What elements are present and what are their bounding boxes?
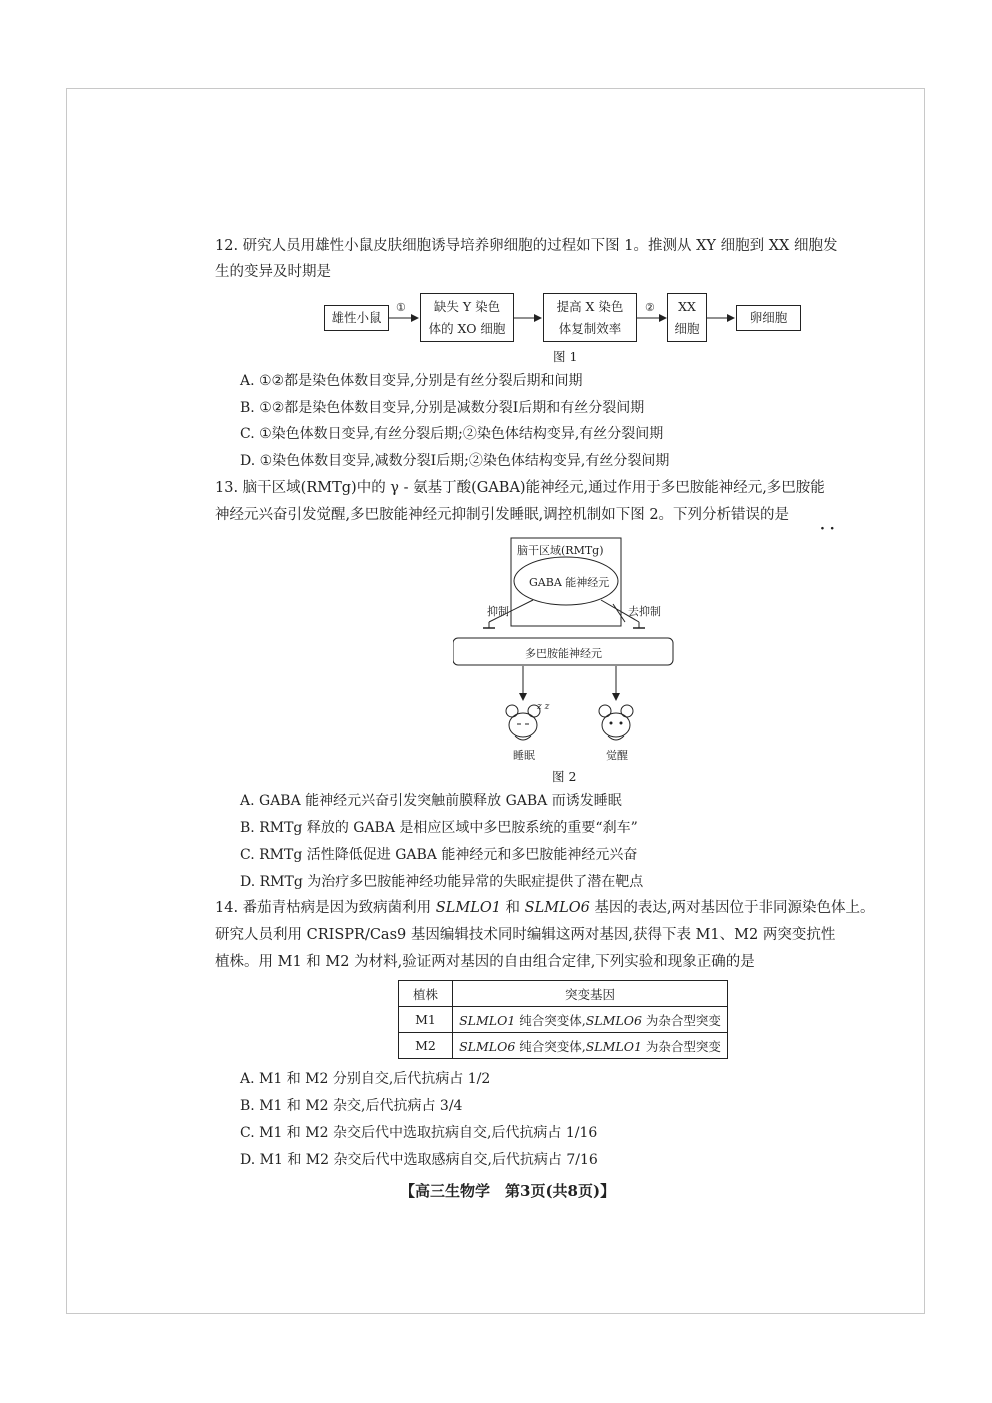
sleeping-mouse-icon [506, 705, 540, 740]
awake-mouse-icon [599, 705, 633, 740]
q14-stem-line1: 14. 番茄青枯病是因为致病菌利用 SLMLO1 和 SLMLO6 基因的表达,两对基因位于非同源染色体上。 [215, 900, 875, 916]
wake-label: 觉醒 [606, 749, 628, 762]
q13-option-b[interactable]: B. RMTg 释放的 GABA 是相应区域中多巴胺系统的重要“刹车” [240, 820, 638, 836]
mutant-table [398, 980, 728, 1059]
q13-stem-line2: 神经元兴奋引发觉醒,多巴胺能神经元抑制引发睡眠,调控机制如下图 2。下列分析错误的是 [215, 507, 790, 523]
q13-option-a[interactable]: A. GABA 能神经元兴奋引发突触前膜释放 GABA 而诱发睡眠 [240, 793, 622, 809]
zzz-label: z z [537, 702, 550, 712]
table-row [399, 1007, 728, 1033]
flow-node-xo-cell: 缺失 Y 染色 体的 XO 细胞 [420, 293, 514, 342]
flow-node-xx-cell: XX 细胞 [667, 293, 707, 342]
figure2-caption: 图 2 [552, 769, 577, 784]
row1-plant: M1 [399, 1007, 453, 1033]
q14-stem-line2: 研究人员利用 CRISPR/Cas9 基因编辑技术同时编辑这两对基因,获得下表 M1、M2 两突变抗性 [215, 927, 836, 943]
sleep-label: 睡眠 [513, 749, 535, 762]
figure2 [453, 530, 678, 765]
q13-stem-line1: 13. 脑干区域(RMTg)中的 γ - 氨基丁酸(GABA)能神经元,通过作用于多巴胺能神经元,多巴胺能 [215, 480, 825, 496]
inhibit-label: 抑制 [487, 605, 509, 618]
header-plant: 植株 [399, 981, 453, 1007]
row2-gene: SLMLO6 纯合突变体,SLMLO1 为杂合型突变 [453, 1033, 728, 1059]
figure1-caption: 图 1 [553, 349, 578, 364]
q12-option-b[interactable]: B. ①②都是染色体数目变异,分别是减数分裂Ⅰ后期和有丝分裂间期 [240, 400, 645, 416]
flow-node-x-replication: 提高 X 染色 体复制效率 [543, 293, 637, 342]
q14-option-d[interactable]: D. M1 和 M2 杂交后代中选取感病自交,后代抗病占 7/16 [240, 1152, 598, 1168]
q12-stem-line2: 生的变异及时期是 [215, 264, 331, 280]
q14-option-c[interactable]: C. M1 和 M2 杂交后代中选取抗病自交,后代抗病占 1/16 [240, 1125, 598, 1141]
gene-slmlo1: SLMLO1 [435, 900, 501, 916]
q14-option-a[interactable]: A. M1 和 M2 分别自交,后代抗病占 1/2 [240, 1071, 491, 1087]
row1-gene: SLMLO1 纯合突变体,SLMLO6 为杂合型突变 [453, 1007, 728, 1033]
q12-option-c[interactable]: C. ①染色体数日变异,有丝分裂后期;②染色体结构变异,有丝分裂间期 [240, 426, 664, 442]
gene-slmlo6: SLMLO6 [524, 900, 590, 916]
q12-option-d[interactable]: D. ①染色体数目变异,减数分裂Ⅰ后期;②染色体结构变异,有丝分裂间期 [240, 453, 670, 469]
gaba-neuron-label: GABA 能神经元 [529, 576, 610, 589]
emphasis-dots: · · [820, 521, 835, 537]
table-row [399, 1033, 728, 1059]
q13-option-d[interactable]: D. RMTg 为治疗多巴胺能神经功能异常的失眠症提供了潜在靶点 [240, 874, 644, 890]
table-header-row [399, 981, 728, 1007]
disinhibit-label: 去抑制 [628, 605, 661, 618]
q12-option-a[interactable]: A. ①②都是染色体数目变异,分别是有丝分裂后期和间期 [240, 373, 583, 389]
flow-step-2-label: ② [645, 301, 655, 314]
page-footer: 【高三生物学 第3页(共8页)】 [400, 1182, 616, 1200]
flow-node-male-mouse: 雄性小鼠 [324, 305, 389, 331]
flow-node-egg-cell: 卵细胞 [736, 305, 801, 331]
row2-plant: M2 [399, 1033, 453, 1059]
q14-stem-line3: 植株。用 M1 和 M2 为材料,验证两对基因的自由组合定律,下列实验和现象正确的是 [215, 954, 755, 970]
q12-stem-line1: 12. 研究人员用雄性小鼠皮肤细胞诱导培养卵细胞的过程如下图 1。推测从 XY 细胞到 XX 细胞发 [215, 238, 838, 254]
region-label: 脑干区域(RMTg) [517, 544, 604, 557]
header-gene: 突变基因 [453, 981, 728, 1007]
q14-option-b[interactable]: B. M1 和 M2 杂交,后代抗病占 3/4 [240, 1098, 463, 1114]
q13-option-c[interactable]: C. RMTg 活性降低促进 GABA 能神经元和多巴胺能神经元兴奋 [240, 847, 638, 863]
dopamine-neuron-label: 多巴胺能神经元 [525, 647, 602, 660]
flow-step-1-label: ① [396, 301, 406, 314]
